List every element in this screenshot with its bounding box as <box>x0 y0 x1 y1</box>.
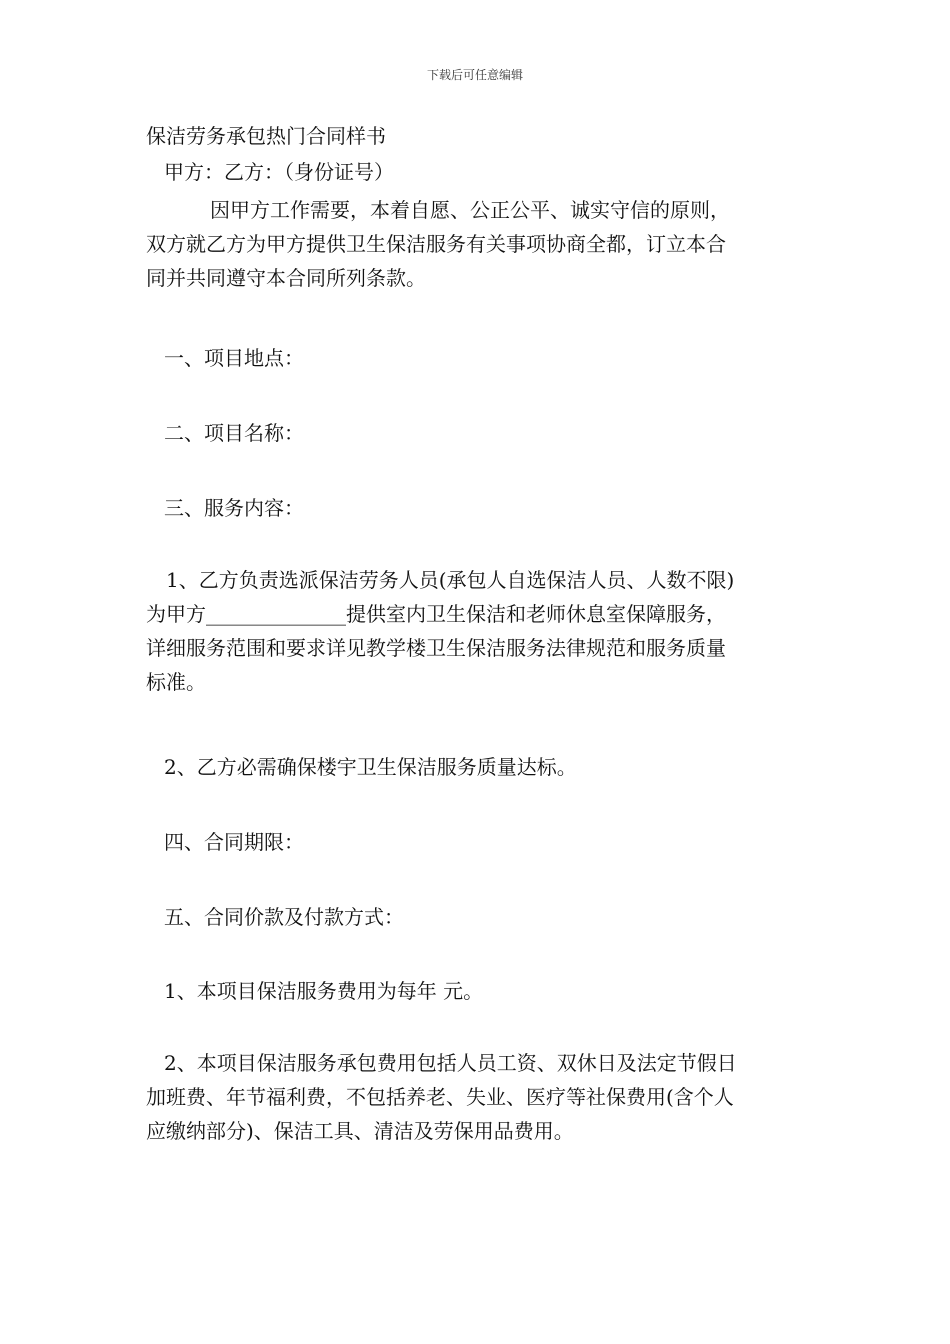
section-heading-service: 三、服务内容： <box>164 496 304 520</box>
section-heading-term: 四、合同期限： <box>164 830 304 854</box>
price-item-2 <box>146 1046 810 1148</box>
intro-line: 同并共同遵守本合同所列条款。 <box>146 266 426 290</box>
price-item-1: 1、本项目保洁服务费用为每年 元。 <box>164 979 484 1003</box>
service-item-1 <box>146 563 810 699</box>
section-heading-name: 二、项目名称： <box>164 421 304 445</box>
intro-line: 因甲方工作需要，本着自愿、公正公平、诚实守信的原则， <box>210 198 730 222</box>
service-item-1-line: 为甲方______________提供室内卫生保洁和老师休息室保障服务， <box>146 602 726 626</box>
parties-line: 甲方：乙方：（身份证号） <box>164 160 394 184</box>
intro-paragraph <box>146 193 810 295</box>
price-item-2-line: 2、本项目保洁服务承包费用包括人员工资、双休日及法定节假日 <box>164 1051 737 1075</box>
section-heading-location: 一、项目地点： <box>164 346 304 370</box>
page-header-note: 下载后可任意编辑 <box>426 68 523 82</box>
service-item-1-line: 标准。 <box>146 670 206 694</box>
service-item-1-line: 1、乙方负责选派保洁劳务人员(承包人自选保洁人员、人数不限) <box>166 568 735 592</box>
intro-line: 双方就乙方为甲方提供卫生保洁服务有关事项协商全都，订立本合 <box>146 232 726 256</box>
service-item-2: 2、乙方必需确保楼宇卫生保洁服务质量达标。 <box>164 755 577 779</box>
price-item-2-line: 应缴纳部分)、保洁工具、清洁及劳保用品费用。 <box>146 1119 574 1143</box>
service-item-1-line: 详细服务范围和要求详见教学楼卫生保洁服务法律规范和服务质量 <box>146 636 726 660</box>
price-item-2-line: 加班费、年节福利费，不包括养老、失业、医疗等社保费用(含个人 <box>146 1085 734 1109</box>
section-heading-price: 五、合同价款及付款方式： <box>164 905 404 929</box>
document-title: 保洁劳务承包热门合同样书 <box>146 124 386 148</box>
